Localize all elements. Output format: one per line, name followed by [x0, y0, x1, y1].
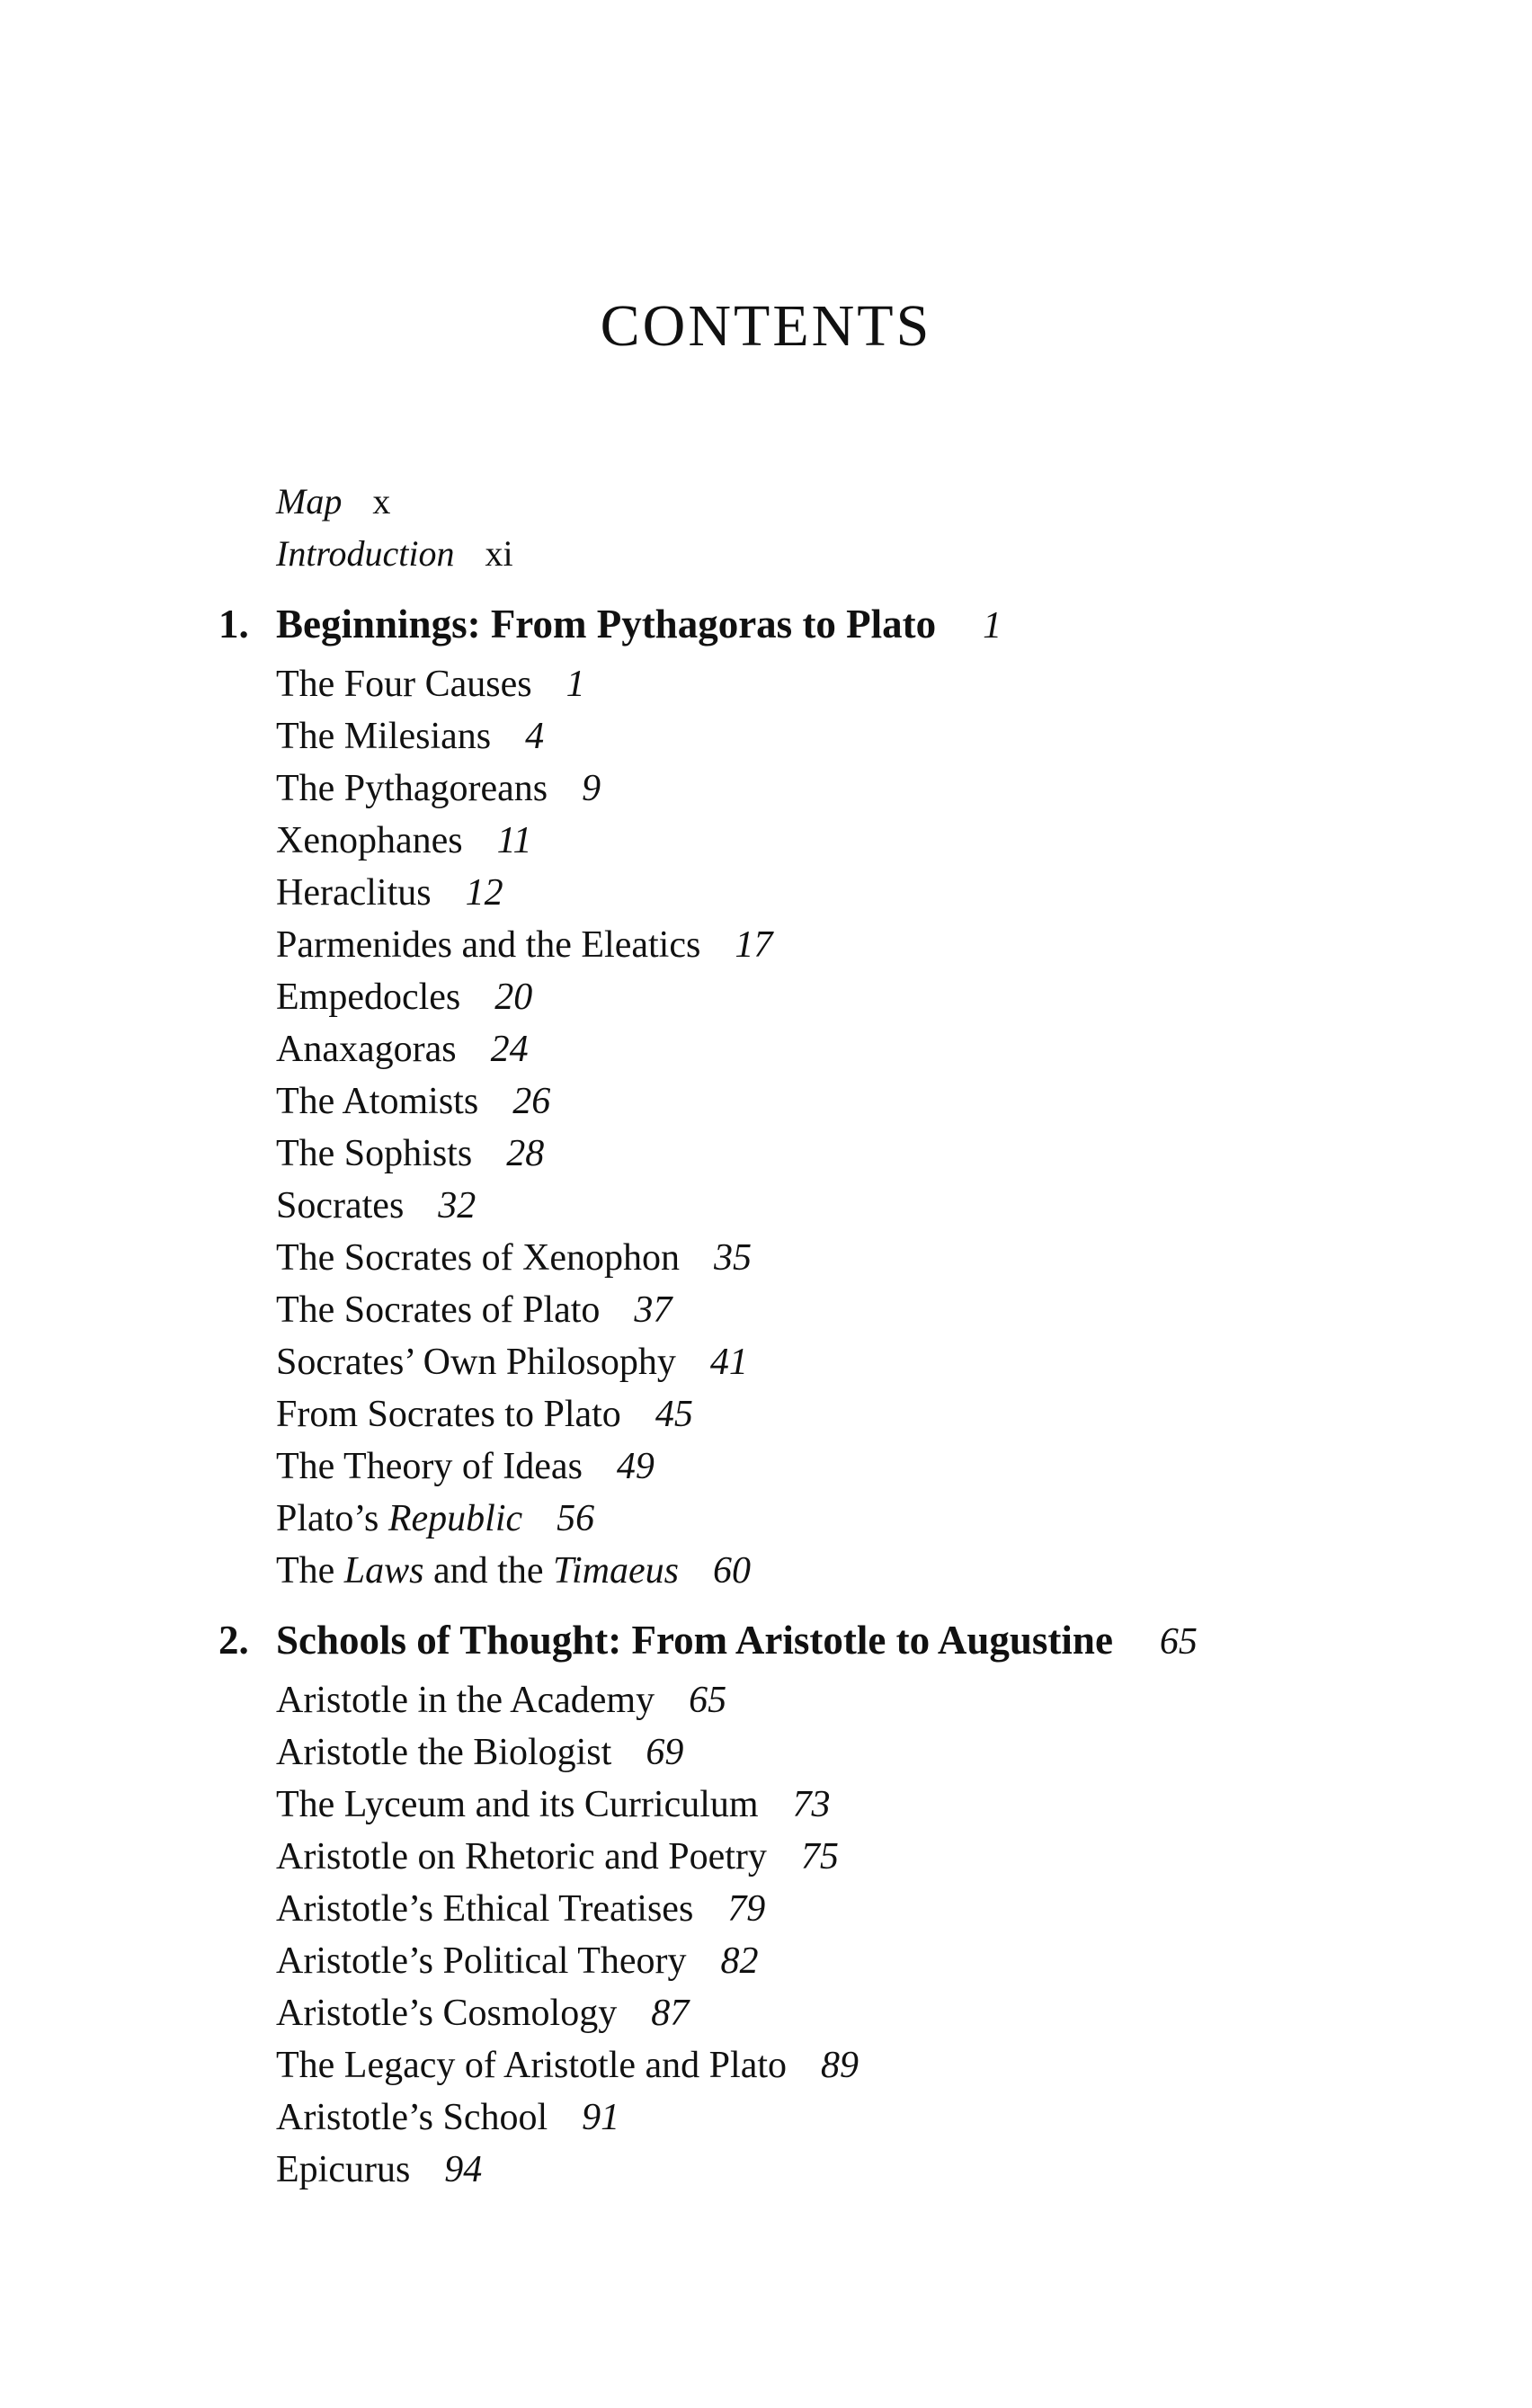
entry-page: 26 [512, 1081, 551, 1122]
entry-title: The Socrates of Plato [276, 1289, 601, 1331]
entry-page: 28 [506, 1133, 545, 1174]
entry-title: The Atomists [276, 1081, 479, 1122]
chapter-heading-1[interactable] [218, 604, 1002, 645]
entry-title: Aristotle’s School [276, 2097, 548, 2138]
entry-title: Map [276, 481, 343, 522]
entry-title: Anaxagoras [276, 1029, 457, 1070]
entry-page: 87 [651, 1993, 690, 2034]
page-title: CONTENTS [600, 293, 932, 359]
entry-title: Aristotle’s Cosmology [276, 1993, 618, 2034]
toc-entry[interactable] [276, 1448, 655, 1485]
toc-entry[interactable] [276, 822, 532, 860]
entry-page: 79 [727, 1888, 766, 1930]
toc-entry[interactable] [276, 1343, 748, 1381]
entry-title: From Socrates to Plato [276, 1394, 621, 1435]
entry-title: The Sophists [276, 1133, 473, 1174]
entry-title: The Four Causes [276, 664, 532, 705]
entry-page: 45 [655, 1394, 693, 1435]
entry-page: 41 [709, 1342, 748, 1383]
entry-page: 69 [646, 1732, 684, 1773]
entry-title: Introduction [276, 533, 455, 574]
chapter-page: 65 [1159, 1621, 1198, 1663]
toc-entry[interactable] [276, 665, 585, 703]
toc-entry[interactable] [276, 1681, 726, 1719]
entry-title: The Socrates of Xenophon [276, 1237, 681, 1279]
toc-entry[interactable] [276, 1890, 765, 1928]
toc-entry[interactable] [276, 1291, 672, 1329]
chapter-number: 1. [218, 602, 249, 647]
entry-page: 49 [616, 1446, 655, 1487]
entry-page: 11 [496, 820, 532, 861]
entry-page: 89 [821, 2045, 860, 2086]
toc-entry[interactable] [276, 1239, 752, 1277]
entry-page: 82 [720, 1940, 759, 1982]
entry-page: 73 [792, 1784, 831, 1825]
entry-page: 35 [714, 1237, 753, 1279]
chapter-page: 1 [983, 605, 1002, 647]
entry-title: The Theory of Ideas [276, 1446, 583, 1487]
entry-page: 12 [465, 872, 503, 914]
toc-entry[interactable] [276, 1942, 759, 1980]
entry-title: The Legacy of Aristotle and Plato [276, 2045, 788, 2086]
entry-title: Heraclitus [276, 872, 432, 914]
entry-title: Socrates [276, 1185, 405, 1226]
entry-title: Aristotle’s Political Theory [276, 1940, 687, 1982]
toc-entry[interactable] [276, 2151, 482, 2189]
entry-title: Aristotle the Biologist [276, 1732, 612, 1773]
entry-title: Aristotle on Rhetoric and Poetry [276, 1836, 767, 1877]
entry-title: Empedocles [276, 977, 461, 1018]
toc-entry[interactable] [276, 1396, 693, 1433]
entry-title-italic: Timaeus [552, 1550, 679, 1592]
entry-page: 20 [494, 977, 533, 1018]
entry-title: The Milesians [276, 716, 492, 757]
entry-title-part: and the [423, 1550, 553, 1592]
chapter-number: 2. [218, 1618, 249, 1663]
toc-entry[interactable] [276, 1786, 831, 1824]
entry-title-part: The [276, 1550, 344, 1592]
entry-page: 9 [582, 768, 601, 809]
entry-page: x [372, 481, 391, 522]
entry-title-italic: Laws [343, 1550, 424, 1592]
toc-entry[interactable] [276, 770, 601, 807]
entry-page: 94 [444, 2149, 483, 2190]
toc-entry[interactable] [276, 2099, 619, 2136]
toc-entry[interactable] [276, 926, 772, 964]
entry-page: 65 [689, 1680, 727, 1721]
toc-entry[interactable] [276, 1838, 839, 1876]
entry-page: 75 [800, 1836, 839, 1877]
toc-entry[interactable] [276, 1500, 594, 1538]
entry-title: Xenophanes [276, 820, 463, 861]
toc-entry[interactable] [276, 1734, 683, 1771]
entry-title: The Pythagoreans [276, 768, 548, 809]
toc-entry[interactable] [276, 874, 503, 912]
entry-title: Socrates’ Own Philosophy [276, 1342, 676, 1383]
entry-title-italic: Republic [387, 1498, 523, 1539]
entry-page: 32 [438, 1185, 477, 1226]
entry-page: 56 [557, 1498, 595, 1539]
toc-entry[interactable] [276, 978, 532, 1016]
toc-entry[interactable] [276, 1030, 529, 1068]
entry-title: Aristotle in the Academy [276, 1680, 655, 1721]
toc-entry[interactable] [276, 1083, 550, 1120]
toc-entry[interactable] [276, 1994, 689, 2032]
entry-page: 37 [634, 1289, 672, 1331]
entry-title-prefix: Plato’s [276, 1498, 388, 1539]
toc-entry[interactable] [276, 1187, 476, 1225]
toc-entry-introduction[interactable] [276, 533, 513, 574]
entry-title: Aristotle’s Ethical Treatises [276, 1888, 694, 1930]
entry-page: 4 [525, 716, 545, 757]
chapter-title: Beginnings: From Pythagoras to Plato [276, 602, 937, 647]
toc-entry-map[interactable] [276, 481, 391, 522]
toc-entry[interactable] [276, 1552, 751, 1590]
entry-page: 91 [582, 2097, 620, 2138]
toc-entry[interactable] [276, 2047, 859, 2084]
toc-entry[interactable] [276, 718, 544, 755]
entry-page: 24 [490, 1029, 529, 1070]
entry-page: 1 [566, 664, 585, 705]
entry-title: Epicurus [276, 2149, 411, 2190]
entry-page: xi [485, 533, 513, 574]
chapter-heading-2[interactable] [218, 1620, 1198, 1661]
entry-title: Parmenides and the Eleatics [276, 924, 701, 966]
toc-entry[interactable] [276, 1135, 544, 1173]
entry-page: 60 [713, 1550, 751, 1592]
entry-page: 17 [735, 924, 773, 966]
entry-title: The Lyceum and its Curriculum [276, 1784, 759, 1825]
chapter-title: Schools of Thought: From Aristotle to Augustine [276, 1618, 1113, 1663]
